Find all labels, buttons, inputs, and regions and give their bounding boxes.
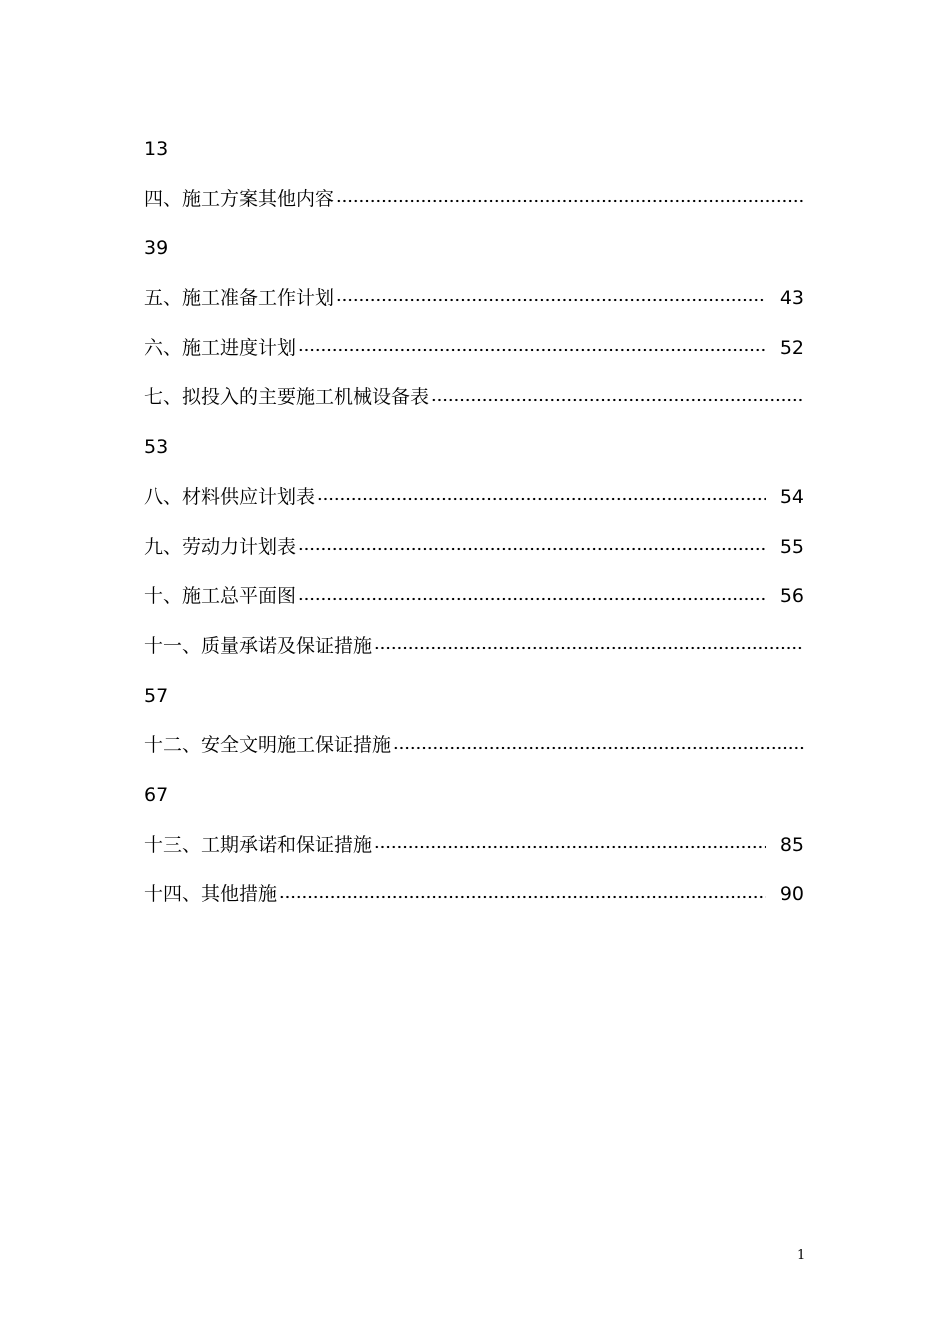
toc-entry-title: 十三、工期承诺和保证措施 — [144, 833, 373, 856]
dot-leader — [374, 845, 766, 849]
dot-leader — [336, 199, 804, 203]
toc-page-number: 56 — [779, 585, 804, 608]
toc-continuation-page — [144, 672, 804, 722]
toc-entry-title: 十、施工总平面图 — [144, 585, 297, 608]
toc-page-number: 85 — [779, 833, 804, 856]
toc-entry-title: 五、施工准备工作计划 — [144, 287, 335, 310]
dot-leader — [393, 746, 804, 750]
dot-leader — [374, 646, 804, 650]
toc-entry-title: 十二、安全文明施工保证措施 — [144, 734, 392, 757]
toc-continuation-page — [144, 771, 804, 821]
toc-entry-title: 十一、质量承诺及保证措施 — [144, 634, 373, 657]
toc-page-number: 55 — [779, 535, 804, 558]
toc-entry[interactable] — [144, 274, 804, 324]
toc-page-number: 90 — [779, 883, 804, 906]
toc-page-number: 54 — [779, 485, 804, 508]
dot-leader — [336, 298, 766, 302]
toc-entry-title: 七、拟投入的主要施工机械设备表 — [144, 386, 430, 409]
toc-continuation-page — [144, 423, 804, 473]
toc-page-number: 13 — [144, 138, 169, 160]
toc-page-number: 67 — [144, 783, 169, 806]
toc-entry[interactable] — [144, 473, 804, 523]
dot-leader — [298, 348, 766, 352]
toc-page-number: 52 — [779, 336, 804, 359]
toc-entry[interactable] — [144, 175, 804, 225]
toc-entry[interactable] — [144, 373, 804, 423]
toc-entry[interactable] — [144, 870, 804, 920]
toc-entry-title: 九、劳动力计划表 — [144, 535, 297, 558]
dot-leader — [431, 398, 804, 402]
toc-entry[interactable] — [144, 324, 804, 374]
toc-entry[interactable] — [144, 572, 804, 622]
toc-entry[interactable] — [144, 821, 804, 871]
toc-entry-title: 十四、其他措施 — [144, 883, 278, 906]
toc-entry[interactable] — [144, 721, 804, 771]
toc-continuation-page — [144, 125, 804, 175]
toc-entry-title: 六、施工进度计划 — [144, 336, 297, 359]
dot-leader — [298, 597, 766, 601]
toc-entry-title: 八、材料供应计划表 — [144, 485, 316, 508]
toc-entry[interactable] — [144, 523, 804, 573]
dot-leader — [317, 497, 766, 501]
dot-leader — [279, 895, 766, 899]
toc-entry-title: 四、施工方案其他内容 — [144, 187, 335, 210]
toc-entry[interactable] — [144, 622, 804, 672]
toc-page-number: 57 — [144, 684, 169, 707]
toc-page-number: 39 — [144, 237, 169, 260]
toc-page-number: 43 — [779, 287, 804, 310]
toc-continuation-page — [144, 224, 804, 274]
dot-leader — [298, 547, 766, 551]
table-of-contents — [144, 125, 804, 920]
toc-page-number: 53 — [144, 436, 169, 459]
footer-page-number: 1 — [797, 1248, 806, 1263]
